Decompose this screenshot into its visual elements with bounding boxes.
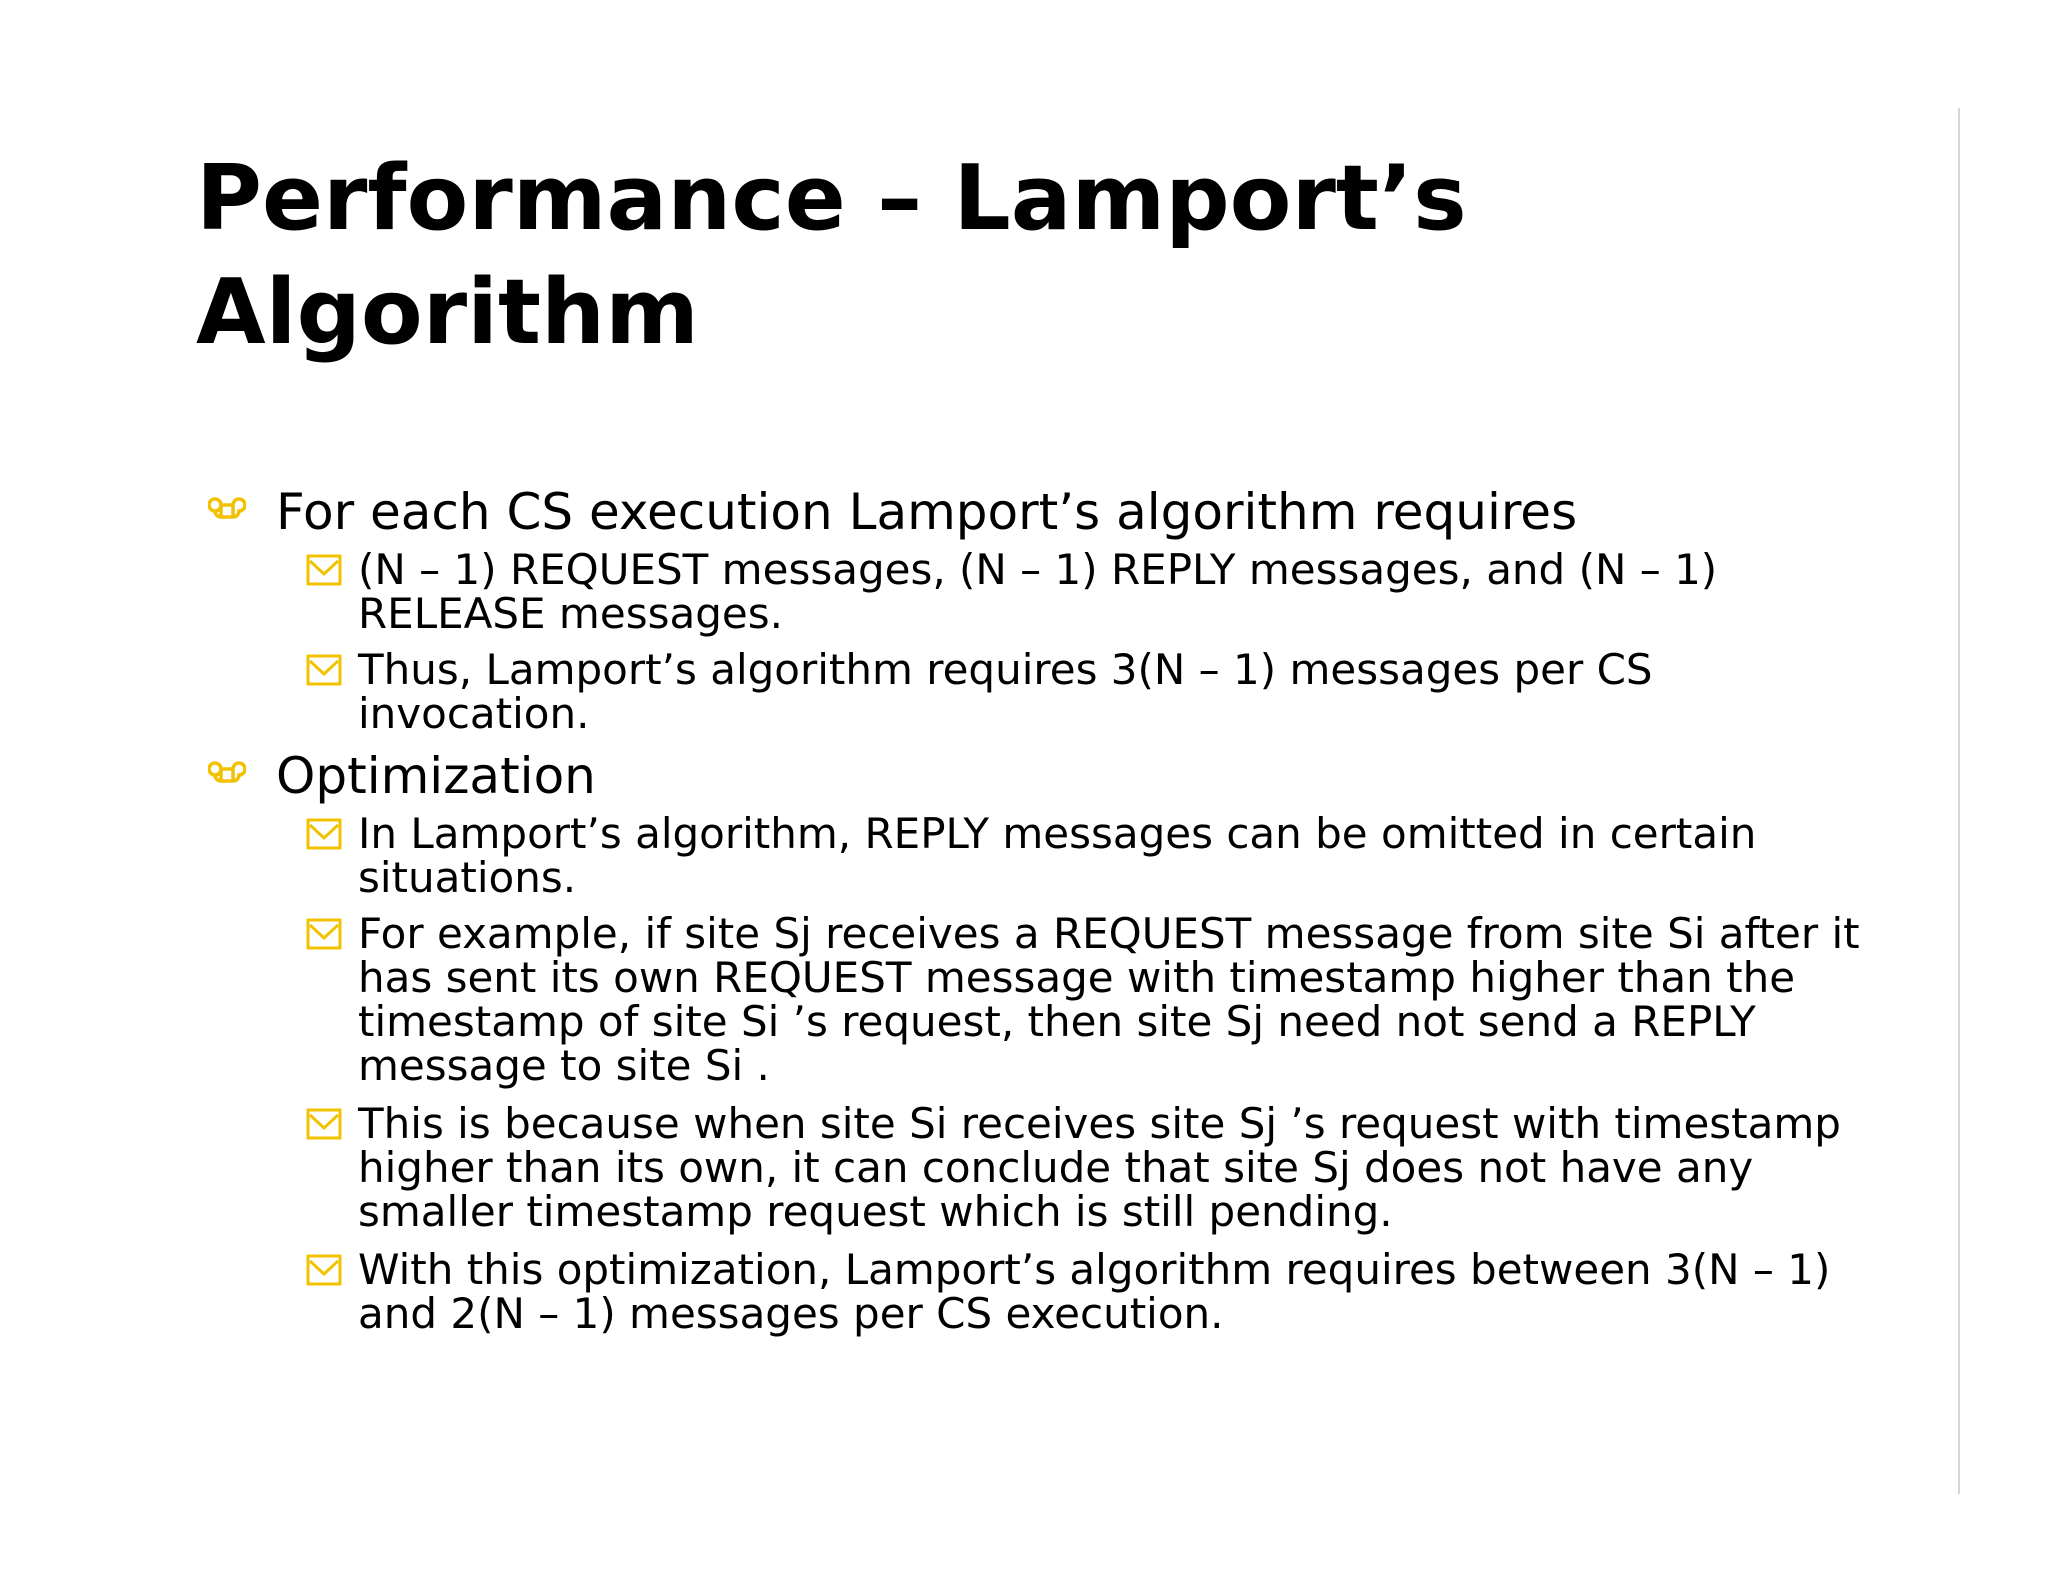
sub-bullet-text bbox=[358, 1245, 1898, 1338]
envelope-icon bbox=[306, 818, 342, 850]
text-line: (N – 1) REQUEST messages, (N – 1) REPLY messages, and (N – 1) bbox=[358, 545, 1718, 594]
envelope-icon bbox=[306, 1108, 342, 1140]
bullet-text: For each CS execution Lamport’s algorithm requires bbox=[276, 483, 1578, 541]
title-line-1: Performance – Lamport’s bbox=[196, 146, 1467, 251]
text-line: message to site Si . bbox=[358, 1041, 770, 1090]
slide-title bbox=[196, 142, 1796, 370]
sub-bullet-text bbox=[358, 545, 1898, 638]
sub-bullet-text bbox=[358, 645, 1898, 738]
right-divider-line bbox=[1958, 108, 1960, 1494]
text-line: higher than its own, it can conclude that site Sj does not have any bbox=[358, 1143, 1754, 1192]
title-line-2: Algorithm bbox=[196, 260, 699, 365]
sub-bullet-text bbox=[358, 809, 1898, 902]
text-line: and 2(N – 1) messages per CS execution. bbox=[358, 1289, 1224, 1338]
sub-bullet-text bbox=[358, 1099, 1898, 1236]
text-line: In Lamport’s algorithm, REPLY messages can be omitted in certain bbox=[358, 809, 1757, 858]
sub-bullet-text bbox=[358, 909, 1898, 1090]
envelope-icon bbox=[306, 1254, 342, 1286]
command-key-icon bbox=[208, 490, 246, 532]
envelope-icon bbox=[306, 554, 342, 586]
text-line: RELEASE messages. bbox=[358, 589, 783, 638]
text-line: This is because when site Si receives site Sj ’s request with timestamp bbox=[358, 1099, 1841, 1148]
envelope-icon bbox=[306, 918, 342, 950]
text-line: For example, if site Sj receives a REQUEST message from site Si after it bbox=[358, 909, 1860, 958]
bullet-text: Optimization bbox=[276, 747, 596, 805]
text-line: situations. bbox=[358, 853, 577, 902]
text-line: Thus, Lamport’s algorithm requires 3(N – 1) messages per CS bbox=[358, 645, 1653, 694]
text-line: has sent its own REQUEST message with timestamp higher than the bbox=[358, 953, 1796, 1002]
text-line: timestamp of site Si ’s request, then site Sj need not send a REPLY bbox=[358, 997, 1756, 1046]
envelope-icon bbox=[306, 654, 342, 686]
text-line: invocation. bbox=[358, 689, 590, 738]
text-line: smaller timestamp request which is still pending. bbox=[358, 1187, 1393, 1236]
text-line: With this optimization, Lamport’s algorithm requires between 3(N – 1) bbox=[358, 1245, 1831, 1294]
command-key-icon bbox=[208, 754, 246, 796]
